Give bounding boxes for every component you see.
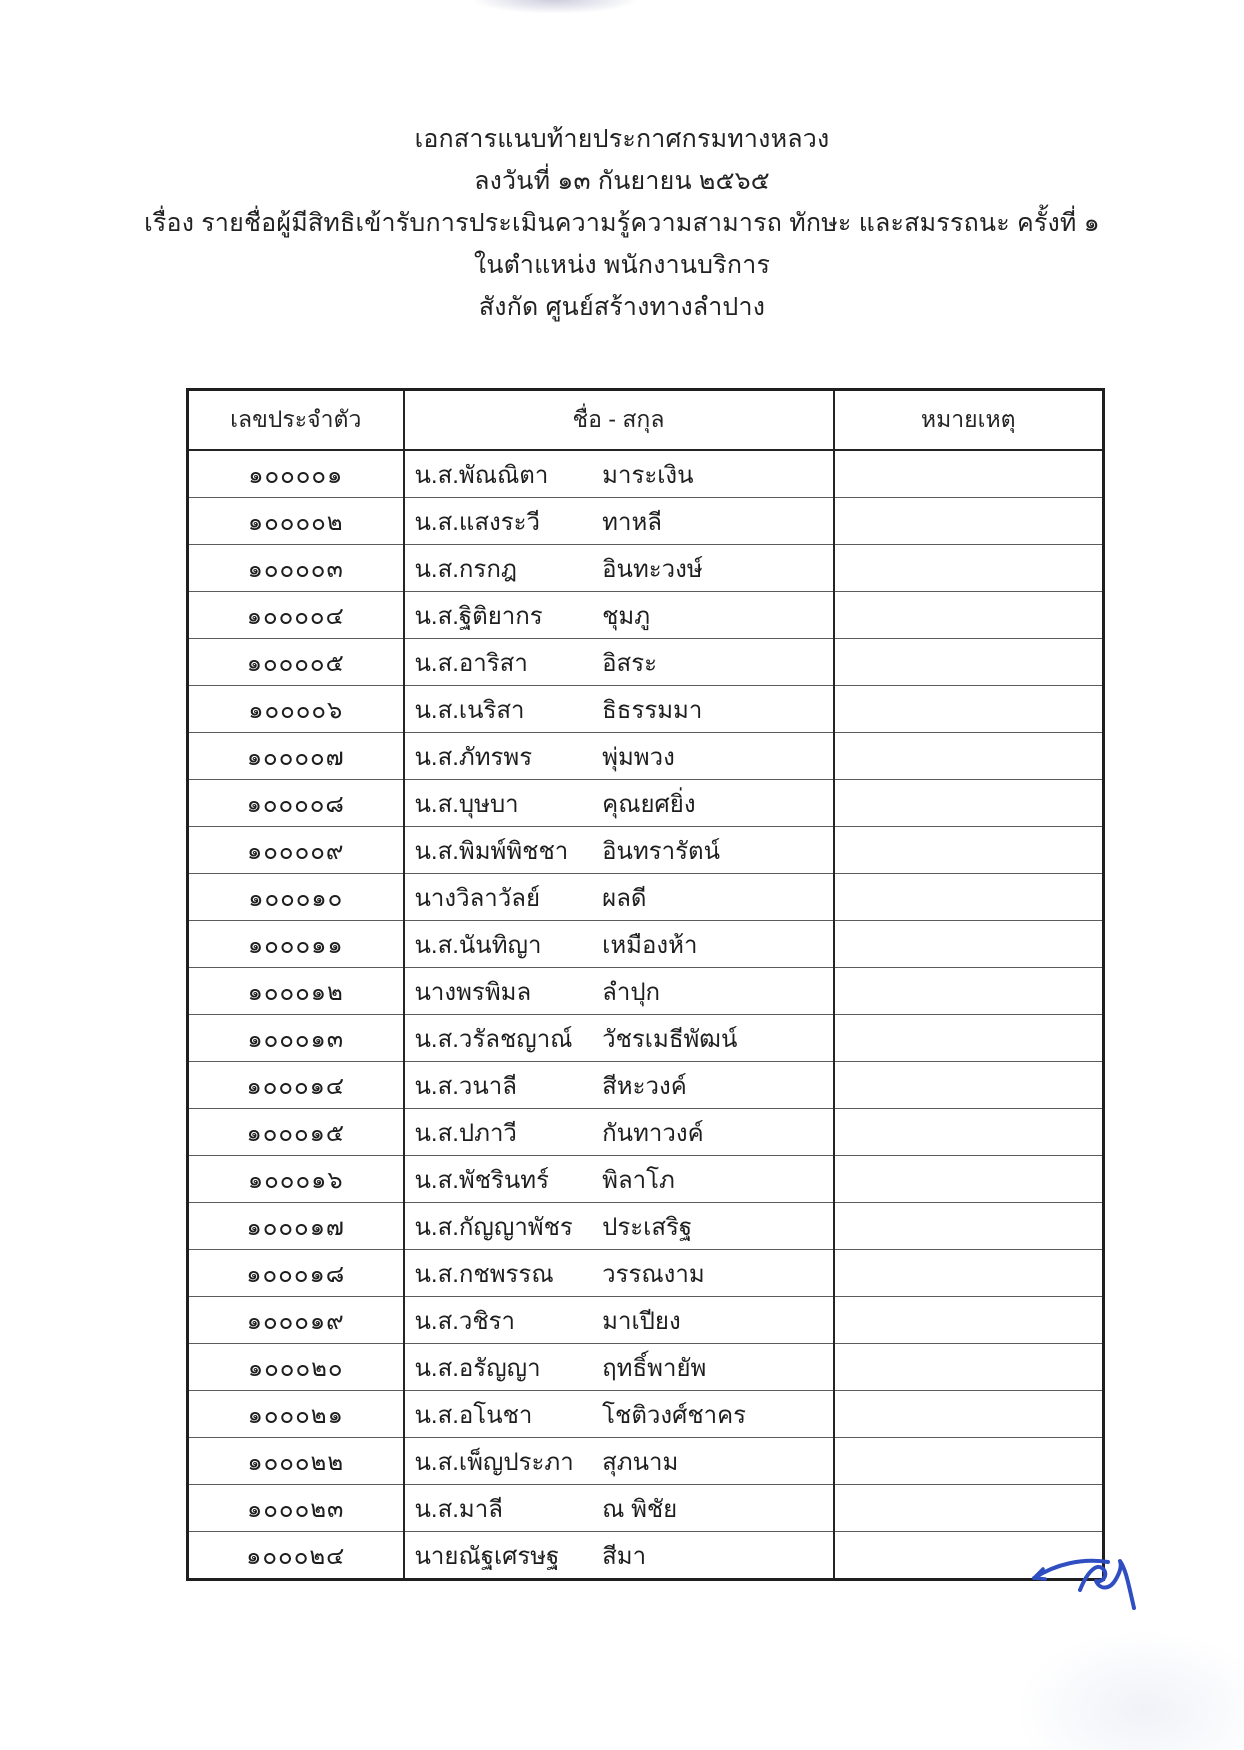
- candidate-id: ๑๐๐๐๑๓: [188, 1015, 404, 1062]
- table-row: [188, 639, 1104, 686]
- candidate-last-name: ฤทธิ์พายัพ: [602, 1354, 707, 1382]
- candidate-id: ๑๐๐๐๑๑: [188, 921, 404, 968]
- candidate-remark: [834, 921, 1104, 968]
- candidate-first-name: น.ส.พิมพ์พิชชา: [414, 837, 569, 865]
- table-row: [188, 450, 1104, 498]
- candidate-last-name: มาเปียง: [602, 1307, 681, 1335]
- candidate-remark: [834, 1438, 1104, 1485]
- column-header-name: ชื่อ - สกุล: [404, 390, 834, 451]
- candidate-first-name: น.ส.มาลี: [414, 1495, 503, 1523]
- candidate-name: [404, 1156, 834, 1203]
- candidate-last-name: ผลดี: [602, 884, 647, 912]
- candidate-id: ๑๐๐๐๒๑: [188, 1391, 404, 1438]
- candidate-id: ๑๐๐๐๐๔: [188, 592, 404, 639]
- candidate-id: ๑๐๐๐๐๓: [188, 545, 404, 592]
- candidate-id: ๑๐๐๐๐๕: [188, 639, 404, 686]
- document-header: [0, 118, 1244, 328]
- candidate-remark: [834, 1062, 1104, 1109]
- candidate-name: [404, 1485, 834, 1532]
- candidate-last-name: วัชรเมธีพัฒน์: [602, 1025, 738, 1053]
- candidate-name: [404, 1109, 834, 1156]
- candidate-last-name: พุ่มพวง: [602, 743, 675, 771]
- candidate-name: [404, 639, 834, 686]
- candidate-id: ๑๐๐๐๒๐: [188, 1344, 404, 1391]
- candidate-first-name: น.ส.ภัทรพร: [414, 743, 533, 771]
- candidate-name: [404, 921, 834, 968]
- candidate-id: ๑๐๐๐๐๗: [188, 733, 404, 780]
- candidate-remark: [834, 498, 1104, 545]
- candidate-name: [404, 450, 834, 498]
- candidate-id: ๑๐๐๐๐๙: [188, 827, 404, 874]
- title-line-2: ลงวันที่ ๑๓ กันยายน ๒๕๖๕: [474, 167, 770, 195]
- candidate-last-name: อินทะวงษ์: [602, 555, 703, 583]
- candidate-id: ๑๐๐๐๑๙: [188, 1297, 404, 1344]
- column-header-remark: หมายเหตุ: [834, 390, 1104, 451]
- candidate-first-name: น.ส.เพ็ญประภา: [414, 1448, 574, 1476]
- table-row: [188, 1109, 1104, 1156]
- candidate-last-name: พิลาโภ: [602, 1166, 675, 1194]
- title-line-4: ในตำแหน่ง พนักงานบริการ: [473, 251, 771, 279]
- candidate-remark: [834, 1203, 1104, 1250]
- candidate-remark: [834, 1156, 1104, 1203]
- candidate-remark: [834, 686, 1104, 733]
- candidate-last-name: โชติวงศ์ชาคร: [602, 1401, 747, 1429]
- table-row: [188, 1203, 1104, 1250]
- candidate-name: [404, 545, 834, 592]
- candidate-name: [404, 1203, 834, 1250]
- candidate-remark: [834, 450, 1104, 498]
- candidate-name: [404, 592, 834, 639]
- candidate-last-name: คุณยศยิ่ง: [602, 790, 696, 818]
- table-row: [188, 1156, 1104, 1203]
- table-row: [188, 1391, 1104, 1438]
- table-row: [188, 968, 1104, 1015]
- candidate-last-name: กันทาวงค์: [602, 1119, 704, 1147]
- candidate-id: ๑๐๐๐๐๑: [188, 450, 404, 498]
- candidate-name: [404, 874, 834, 921]
- candidate-remark: [834, 780, 1104, 827]
- column-header-id: เลขประจำตัว: [188, 390, 404, 451]
- candidate-id: ๑๐๐๐๐๖: [188, 686, 404, 733]
- candidate-id: ๑๐๐๐๑๖: [188, 1156, 404, 1203]
- title-line-5: สังกัด ศูนย์สร้างทางลำปาง: [478, 293, 766, 321]
- candidate-name: [404, 827, 834, 874]
- candidate-remark: [834, 874, 1104, 921]
- candidate-first-name: น.ส.วรัลชญาณ์: [414, 1025, 573, 1053]
- candidate-id: ๑๐๐๐๑๘: [188, 1250, 404, 1297]
- candidate-name: [404, 1250, 834, 1297]
- candidate-first-name: นางพรพิมล: [414, 978, 532, 1006]
- candidate-first-name: น.ส.อาริสา: [414, 649, 528, 677]
- candidate-last-name: ลำปุก: [602, 978, 661, 1006]
- candidate-name: [404, 498, 834, 545]
- candidate-last-name: เหมืองห้า: [602, 931, 698, 959]
- candidate-last-name: ณ พิชัย: [602, 1495, 678, 1523]
- candidate-first-name: น.ส.ฐิติยากร: [414, 602, 543, 630]
- candidate-remark: [834, 733, 1104, 780]
- table-row: [188, 733, 1104, 780]
- candidate-remark: [834, 1532, 1104, 1580]
- table-row: [188, 1485, 1104, 1532]
- candidate-id: ๑๐๐๐๑๔: [188, 1062, 404, 1109]
- table-row: [188, 1344, 1104, 1391]
- title-line-1: เอกสารแนบท้ายประกาศกรมทางหลวง: [414, 125, 830, 153]
- candidate-id: ๑๐๐๐๐๘: [188, 780, 404, 827]
- table-row: [188, 686, 1104, 733]
- candidate-first-name: น.ส.กัญญาพัชร: [414, 1213, 573, 1241]
- candidate-first-name: น.ส.แสงระวี: [414, 508, 540, 536]
- candidate-remark: [834, 592, 1104, 639]
- scan-smudge-top: [470, 0, 640, 14]
- candidate-name: [404, 1062, 834, 1109]
- candidate-first-name: น.ส.พัณณิตา: [414, 461, 549, 489]
- candidate-last-name: สุภนาม: [602, 1448, 679, 1476]
- table-body: [188, 450, 1104, 1580]
- candidate-id: ๑๐๐๐๑๗: [188, 1203, 404, 1250]
- candidate-first-name: น.ส.วนาลี: [414, 1072, 517, 1100]
- candidate-remark: [834, 1391, 1104, 1438]
- table-row: [188, 498, 1104, 545]
- candidate-last-name: วรรณงาม: [602, 1260, 705, 1288]
- scan-noise-bottom-right: [1014, 1630, 1244, 1750]
- candidates-table: [186, 388, 1105, 1581]
- table-row: [188, 921, 1104, 968]
- candidate-remark: [834, 827, 1104, 874]
- candidate-first-name: น.ส.เนริสา: [414, 696, 525, 724]
- candidate-id: ๑๐๐๐๒๒: [188, 1438, 404, 1485]
- table-row: [188, 592, 1104, 639]
- candidate-first-name: น.ส.พัชรินทร์: [414, 1166, 550, 1194]
- candidate-first-name: นายณัฐเศรษฐ: [414, 1542, 560, 1570]
- candidate-last-name: อินทรารัตน์: [602, 837, 721, 865]
- table-row: [188, 780, 1104, 827]
- candidate-last-name: ประเสริฐ: [602, 1213, 693, 1241]
- candidate-name: [404, 1344, 834, 1391]
- candidate-name: [404, 968, 834, 1015]
- candidate-last-name: ชุมภู: [602, 602, 651, 630]
- candidate-remark: [834, 639, 1104, 686]
- candidate-first-name: น.ส.อโนชา: [414, 1401, 533, 1429]
- table-row: [188, 1438, 1104, 1485]
- candidate-name: [404, 1297, 834, 1344]
- candidate-remark: [834, 1250, 1104, 1297]
- candidate-name: [404, 733, 834, 780]
- table-row: [188, 1015, 1104, 1062]
- title-line-3: เรื่อง รายชื่อผู้มีสิทธิเข้ารับการประเมินความรู้ความสามารถ ทักษะ และสมรรถนะ ครั้งที่ ๑: [144, 209, 1100, 237]
- candidate-id: ๑๐๐๐๐๒: [188, 498, 404, 545]
- candidate-name: [404, 1532, 834, 1580]
- candidate-last-name: ทาหลี: [602, 508, 662, 536]
- candidate-last-name: มาระเงิน: [602, 461, 694, 489]
- table-row: [188, 1532, 1104, 1580]
- candidate-name: [404, 686, 834, 733]
- table-row: [188, 827, 1104, 874]
- candidate-first-name: น.ส.กรกฎ: [414, 555, 517, 583]
- candidate-id: ๑๐๐๐๑๒: [188, 968, 404, 1015]
- candidate-id: ๑๐๐๐๑๕: [188, 1109, 404, 1156]
- candidate-remark: [834, 1015, 1104, 1062]
- candidate-last-name: สีมา: [602, 1542, 647, 1570]
- candidate-last-name: อิสระ: [602, 649, 657, 677]
- table-row: [188, 1062, 1104, 1109]
- candidate-name: [404, 1391, 834, 1438]
- table-row: [188, 545, 1104, 592]
- candidate-id: ๑๐๐๐๑๐: [188, 874, 404, 921]
- candidate-remark: [834, 1344, 1104, 1391]
- candidate-remark: [834, 1109, 1104, 1156]
- candidate-name: [404, 1015, 834, 1062]
- candidate-last-name: ธิธรรมมา: [602, 696, 703, 724]
- candidate-remark: [834, 1297, 1104, 1344]
- candidate-remark: [834, 545, 1104, 592]
- candidate-first-name: น.ส.กชพรรณ: [414, 1260, 554, 1288]
- candidate-first-name: น.ส.บุษบา: [414, 790, 519, 818]
- table-row: [188, 1250, 1104, 1297]
- candidate-remark: [834, 1485, 1104, 1532]
- candidate-last-name: สีหะวงค์: [602, 1072, 687, 1100]
- table-row: [188, 1297, 1104, 1344]
- candidate-first-name: นางวิลาวัลย์: [414, 884, 541, 912]
- candidate-first-name: น.ส.ปภาวี: [414, 1119, 517, 1147]
- candidate-first-name: น.ส.อรัญญา: [414, 1354, 541, 1382]
- candidate-remark: [834, 968, 1104, 1015]
- candidate-id: ๑๐๐๐๒๓: [188, 1485, 404, 1532]
- table-row: [188, 874, 1104, 921]
- candidate-first-name: น.ส.วชิรา: [414, 1307, 516, 1335]
- candidate-id: ๑๐๐๐๒๔: [188, 1532, 404, 1580]
- candidate-name: [404, 1438, 834, 1485]
- table-header-row: [188, 390, 1104, 451]
- candidate-first-name: น.ส.นันทิญา: [414, 931, 542, 959]
- candidate-name: [404, 780, 834, 827]
